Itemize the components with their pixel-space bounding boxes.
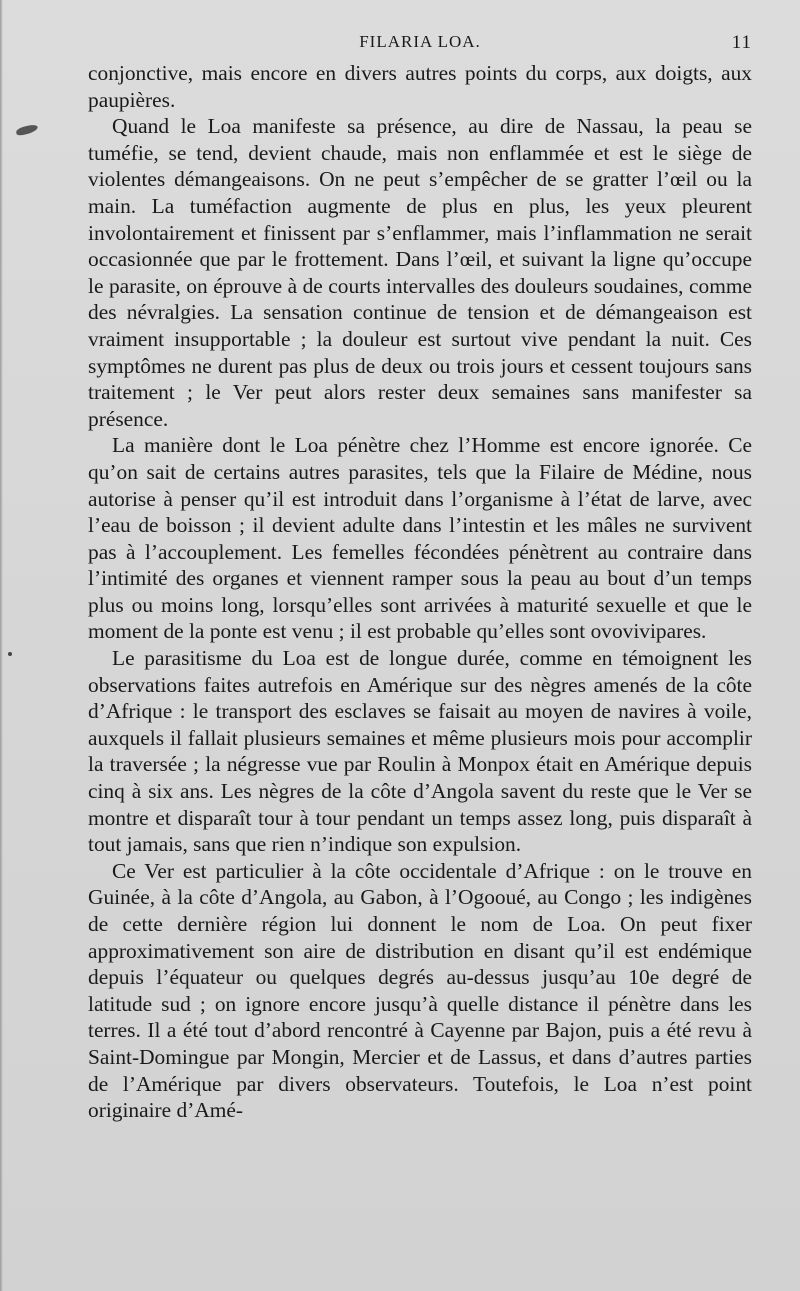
- page-edge-shadow: [0, 0, 3, 1291]
- page-header: [88, 32, 752, 58]
- paragraph-penetration: La manière dont le Loa pénètre chez l’Homme est encore ignorée. Ce qu’on sait de certains autres parasites, tels que la Filaire de Médine, nous autorise à penser qu’il est introduit dans l’organisme à l’état de larve, avec l’eau de boisson ; il devient adulte dans l’intestin et les mâles ne survivent pas à l’accouplement. Les femelles fécondées pénètrent au contraire dans l’intimité des organes et viennent ramper sous la peau au bout d’un temps plus ou moins long, lorsqu’elles sont arrivées à maturité sexuelle et que le moment de la ponte est venu ; il est probable qu’elles sont ovovivipares.: [88, 433, 752, 644]
- ink-smudge-mark: [15, 124, 38, 136]
- body-text: [88, 60, 752, 1124]
- paragraph-distribution: Ce Ver est particulier à la côte occidentale d’Afrique : on le trouve en Guinée, à la côte d’Angola, au Gabon, à l’Ogooué, au Congo ; les indigènes de cette dernière région lui donnent le nom de Loa. On peut fixer approximativement son aire de distribution en disant qu’il est endémique depuis l’équateur ou quelques degrés au-dessus jusqu’au 10e degré de latitude sud ; on ignore encore jusqu’à quelle distance il pénètre dans les terres. Il a été tout d’abord rencontré à Cayenne par Bajon, puis a été revu à Saint-Domingue par Mongin, Mercier et de Lassus, et dans d’autres parties de l’Amérique par divers observateurs. Toutefois, le Loa n’est point originaire d’Amé-: [88, 858, 752, 1123]
- ink-dot-mark: [8, 652, 12, 656]
- paragraph-continued: conjonctive, mais encore en divers autres points du corps, aux doigts, aux paupières.: [88, 61, 752, 112]
- paragraph-duration: Le parasitisme du Loa est de longue durée, comme en témoignent les observations faites autrefois en Amérique sur des nègres amenés de la côte d’Afrique : le transport des esclaves se faisait au moyen de navires à voile, auxquels il fallait plusieurs semaines et même plusieurs mois pour accomplir la traversée ; la négresse vue par Roulin à Monpox était en Amérique depuis cinq à six ans. Les nègres de la côte d’Angola savent du reste que le Ver se montre et disparaît tour à tour pendant un temps assez long, puis disparaît à tout jamais, sans que rien n’indique son expulsion.: [88, 646, 752, 857]
- paragraph-symptoms: Quand le Loa manifeste sa présence, au dire de Nassau, la peau se tuméfie, se tend, devient chaude, mais non enflammée et est le siège de violentes démangeaisons. On ne peut s’empêcher de se gratter l’œil ou la main. La tuméfaction augmente de plus en plus, les yeux pleurent involontairement et finissent par s’enflammer, mais l’inflammation ne serait occasionnée que par le frottement. Dans l’œil, et suivant la ligne qu’occupe le parasite, on éprouve à de courts intervalles des douleurs soudaines, comme des névralgies. La sensation continue de tension et de démangeaison est vraiment insupportable ; la douleur est surtout vive pendant la nuit. Ces symptômes ne durent pas plus de deux ou trois jours et cessent toujours sans traitement ; le Ver peut alors rester deux semaines sans manifester sa présence.: [88, 114, 752, 431]
- page-number: 11: [731, 32, 752, 53]
- running-title: FILARIA LOA.: [359, 32, 481, 51]
